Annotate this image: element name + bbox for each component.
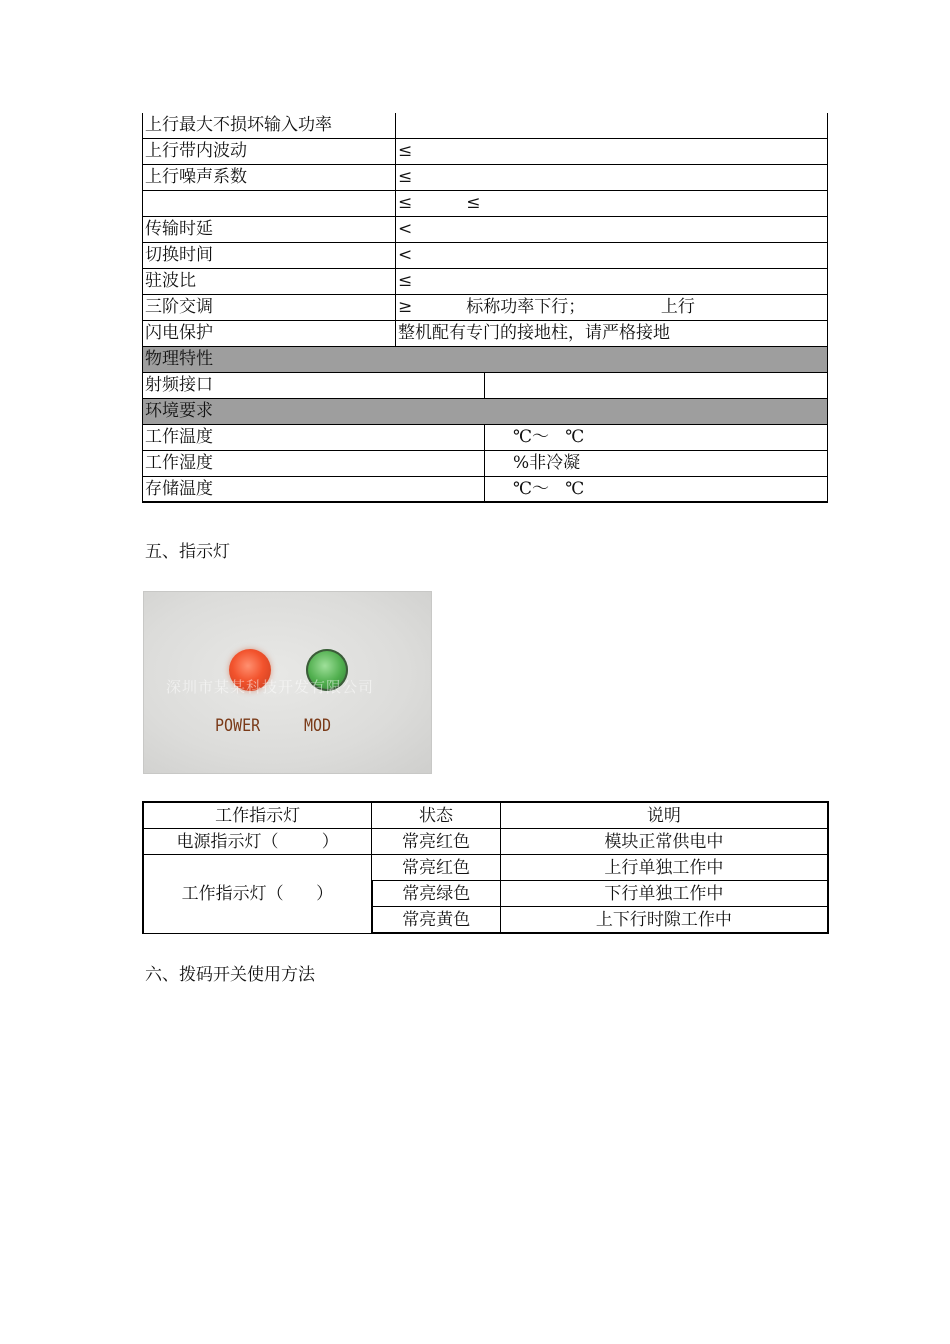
spec-value: ≥ 标称功率下行； 上行	[398, 297, 695, 317]
section-title: 环境要求	[145, 401, 213, 421]
spec-value: ≤	[398, 167, 413, 187]
spec-table	[142, 113, 828, 503]
spec-value: ≤ ≤	[398, 193, 481, 213]
indicator-state: 常亮红色	[372, 855, 501, 881]
table-row	[143, 855, 828, 881]
power-led-label: POWER	[215, 714, 261, 736]
column-header: 工作指示灯	[143, 802, 372, 829]
spec-row	[142, 295, 828, 321]
section-header-physical	[142, 347, 828, 373]
spec-label: 切换时间	[145, 245, 213, 265]
spec-row	[142, 113, 828, 139]
env-value: ℃～ ℃	[513, 427, 585, 447]
spec-row	[142, 321, 828, 347]
indicator-state: 常亮黄色	[372, 907, 501, 934]
spec-row	[142, 217, 828, 243]
mod-led-label: MOD	[304, 714, 332, 736]
env-row	[142, 425, 828, 451]
table-header-row	[143, 802, 828, 829]
spec-row	[142, 139, 828, 165]
spec-row	[142, 269, 828, 295]
spec-label: 驻波比	[145, 271, 196, 291]
spec-label: 上行最大不损坏输入功率	[145, 115, 332, 135]
spec-row	[142, 243, 828, 269]
spec-row	[142, 165, 828, 191]
section-heading-indicators: 五、指示灯	[145, 542, 230, 562]
spec-row-rf-port	[142, 373, 828, 399]
indicator-desc: 上下行时隙工作中	[500, 907, 828, 934]
spec-value: ≤	[398, 141, 413, 161]
spec-label: 射频接口	[145, 375, 213, 395]
indicator-desc: 下行单独工作中	[500, 881, 828, 907]
indicator-desc: 上行单独工作中	[500, 855, 828, 881]
indicator-table	[142, 801, 829, 934]
spec-value: <	[398, 219, 413, 239]
spec-label: 上行噪声系数	[145, 167, 247, 187]
indicator-photo	[143, 591, 432, 774]
indicator-state: 常亮红色	[372, 829, 501, 855]
spec-label: 传输时延	[145, 219, 213, 239]
column-header: 状态	[372, 802, 501, 829]
indicator-name: 电源指示灯（ ）	[143, 829, 372, 855]
indicator-name: 工作指示灯（ ）	[143, 855, 372, 934]
env-value: ℃～ ℃	[513, 479, 585, 499]
spec-row	[142, 191, 828, 217]
env-value: %非冷凝	[513, 453, 581, 473]
env-label: 工作湿度	[145, 453, 213, 473]
spec-value: <	[398, 245, 413, 265]
spec-label: 三阶交调	[145, 297, 213, 317]
env-label: 工作温度	[145, 427, 213, 447]
spec-label: 闪电保护	[145, 323, 213, 343]
table-row	[143, 829, 828, 855]
column-header: 说明	[500, 802, 828, 829]
spec-value: 整机配有专门的接地柱，请严格接地	[398, 323, 670, 343]
indicator-state: 常亮绿色	[372, 881, 501, 907]
spec-label: 上行带内波动	[145, 141, 247, 161]
env-row	[142, 477, 828, 503]
indicator-desc: 模块正常供电中	[500, 829, 828, 855]
section-header-environment	[142, 399, 828, 425]
spec-value: ≤	[398, 271, 413, 291]
env-label: 存储温度	[145, 479, 213, 499]
photo-watermark: 深圳市某某科技开发有限公司	[166, 678, 375, 696]
env-row	[142, 451, 828, 477]
section-title: 物理特性	[145, 349, 213, 369]
section-heading-dip-switch: 六、拨码开关使用方法	[145, 965, 315, 985]
